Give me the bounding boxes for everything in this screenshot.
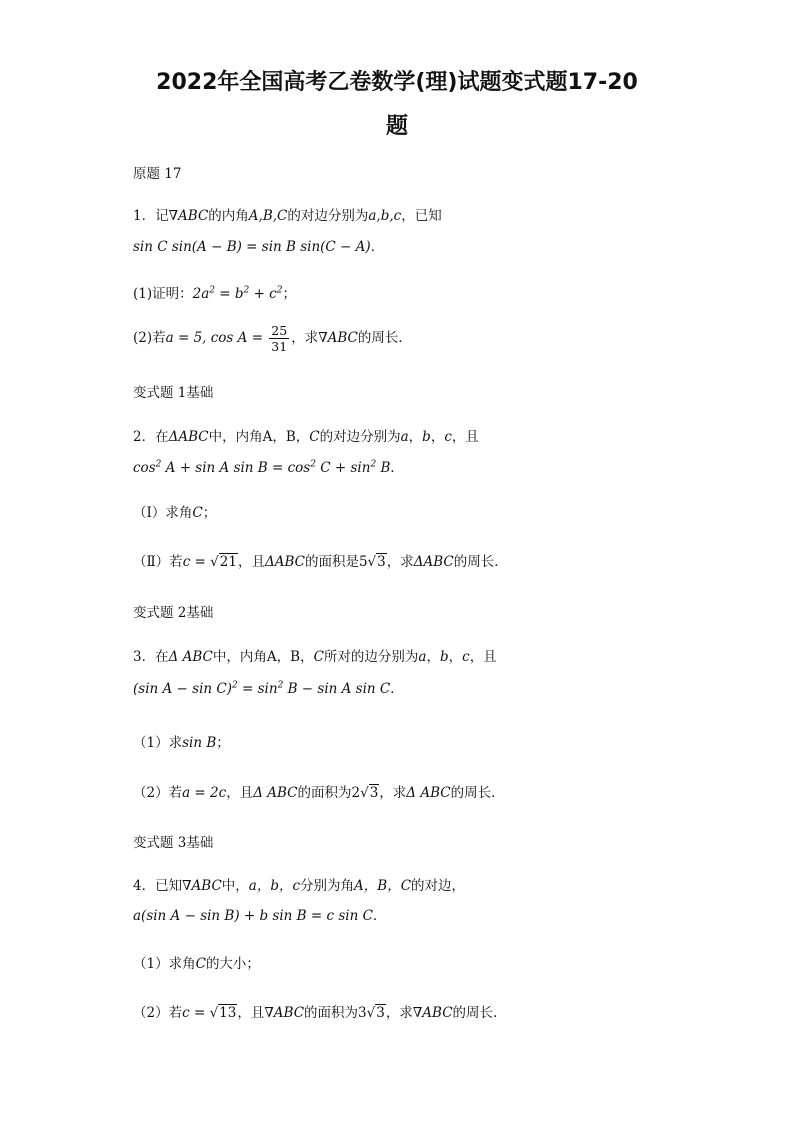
square-root: √3 <box>366 1005 385 1021</box>
problem-2-stem: 2．在ΔABC中，内角A，B，C的对边分别为a，b，c，且 <box>133 429 479 445</box>
fraction: $\frac{25}{31}$ <box>271 323 288 354</box>
problem-3-stem: 3．在Δ ABC中，内角A，B，C所对的边分别为a，b，c，且 <box>133 649 497 665</box>
section-label-variant-1: 变式题 1基础 <box>133 385 214 401</box>
problem-2-equation: $\cos^2 A + \sin A$ $\sin B = \cos^2 C + \sin^2 B$． <box>133 459 404 476</box>
problem-4-part-2: （2）若c = √13，且∇ABC的面积为3√3，求∇ABC的周长. <box>133 1005 498 1021</box>
section-label-original: 原题 17 <box>133 166 182 182</box>
document-title: 2022年全国高考乙卷数学(理)试题变式题17-20 <box>156 70 638 95</box>
problem-3-equation: (sin $A - \sin C)^2 = \sin^2 B - \sin A$ sin C． <box>133 680 404 697</box>
square-root: √13 <box>209 1005 237 1021</box>
problem-3-part-1: （1）求sin B； <box>133 735 230 751</box>
problem-1-part-1: (1)证明：$2a^2 = b^2 + c^2$； <box>133 285 296 302</box>
problem-4-part-1: （1）求角C的大小； <box>133 956 260 972</box>
problem-1-stem: 1．记∇ABC的内角A,B,C的对边分别为a,b,c，已知 <box>133 208 442 224</box>
problem-2-part-1: （Ⅰ）求角C； <box>133 505 217 521</box>
problem-1-part-2: (2)若a = 5, cos A = $\frac{25}{31}$ ，求∇ABC的周长． <box>133 323 412 354</box>
document-title-continued: 题 <box>385 114 408 139</box>
square-root: √3 <box>367 554 386 570</box>
square-root: √3 <box>360 785 379 801</box>
problem-4-stem: 4．已知∇ABC中，a，b，c分别为角A，B，C的对边， <box>133 878 466 894</box>
problem-4-equation: a(sin A − sin B) + b sin B = c sin C． <box>133 908 387 924</box>
problem-1-equation: sin C sin(A − B) = sin B sin(C − A)． <box>133 239 385 255</box>
problem-2-part-2: （Ⅱ）若c = √21，且ΔABC的面积是5√3，求ΔABC的周长． <box>133 554 508 570</box>
section-label-variant-2: 变式题 2基础 <box>133 605 214 621</box>
problem-3-part-2: （2）若a = 2c，且Δ ABC的面积为2√3，求Δ ABC的周长． <box>133 785 505 801</box>
section-label-variant-3: 变式题 3基础 <box>133 835 214 851</box>
square-root: √21 <box>210 554 237 570</box>
